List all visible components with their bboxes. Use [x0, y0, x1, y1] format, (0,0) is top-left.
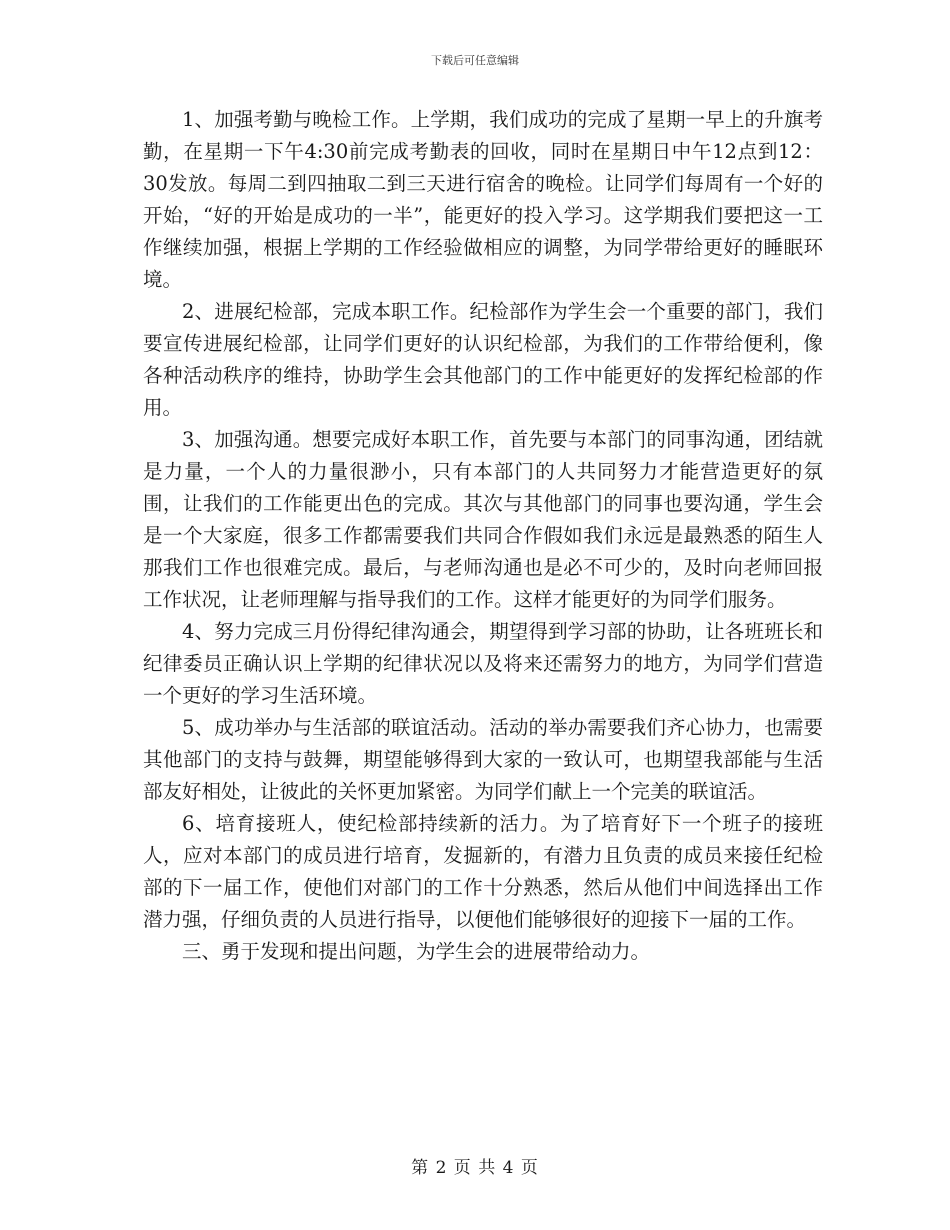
paragraph-2: 2、进展纪检部，完成本职工作。纪检部作为学生会一个重要的部门，我们要宣传进展纪检部，让同学们更好的认识纪检部，为我们的工作带给便利，像各种活动秩序的维持，协助学生会其他部门的工作中能更好的发挥纪检部的作用。 [143, 300, 823, 419]
section-heading: 三、勇于发现和提出问题，为学生会的进展带给动力。 [182, 940, 651, 963]
paragraph-6: 6、培育接班人，使纪检部持续新的活力。为了培育好下一个班子的接班人，应对本部门的成员进行培育，发掘新的，有潜力且负责的成员来接任纪检部的下一届工作，使他们对部门的工作十分熟悉，然后从他们中间选择出工作潜力强，仔细负责的人员进行指导，以便他们能够很好的迎接下一届的工作。 [143, 812, 823, 931]
document-body [143, 104, 823, 968]
paragraph-1: 1、加强考勤与晚检工作。上学期，我们成功的完成了星期一早上的升旗考勤，在星期一下午4:30前完成考勤表的回收，同时在星期日中午12点到12：30发放。每周二到四抽取二到三天进行宿舍的晚检。让同学们每周有一个好的开始，“好的开始是成功的一半”，能更好的投入学习。这学期我们要把这一工作继续加强，根据上学期的工作经验做相应的调整，为同学带给更好的睡眠环境。 [143, 108, 823, 291]
page-header: 下载后可任意编辑 [431, 54, 519, 67]
paragraph-3: 3、加强沟通。想要完成好本职工作，首先要与本部门的同事沟通，团结就是力量，一个人的力量很渺小，只有本部门的人共同努力才能营造更好的氛围，让我们的工作能更出色的完成。其次与其他部门的同事也要沟通，学生会是一个大家庭，很多工作都需要我们共同合作假如我们永远是最熟悉的陌生人那我们工作也很难完成。最后，与老师沟通也是必不可少的，及时向老师回报工作状况，让老师理解与指导我们的工作。这样才能更好的为同学们服务。 [143, 428, 823, 611]
paragraph-4: 4、努力完成三月份得纪律沟通会，期望得到学习部的协助，让各班班长和纪律委员正确认识上学期的纪律状况以及将来还需努力的地方，为同学们营造一个更好的学习生活环境。 [143, 620, 823, 707]
page-number-footer: 第 2 页 共 4 页 [411, 1158, 539, 1178]
paragraph-5: 5、成功举办与生活部的联谊活动。活动的举办需要我们齐心协力，也需要其他部门的支持与鼓舞，期望能够得到大家的一致认可，也期望我部能与生活部友好相处，让彼此的关怀更加紧密。为同学们献上一个完美的联谊活。 [143, 716, 823, 803]
